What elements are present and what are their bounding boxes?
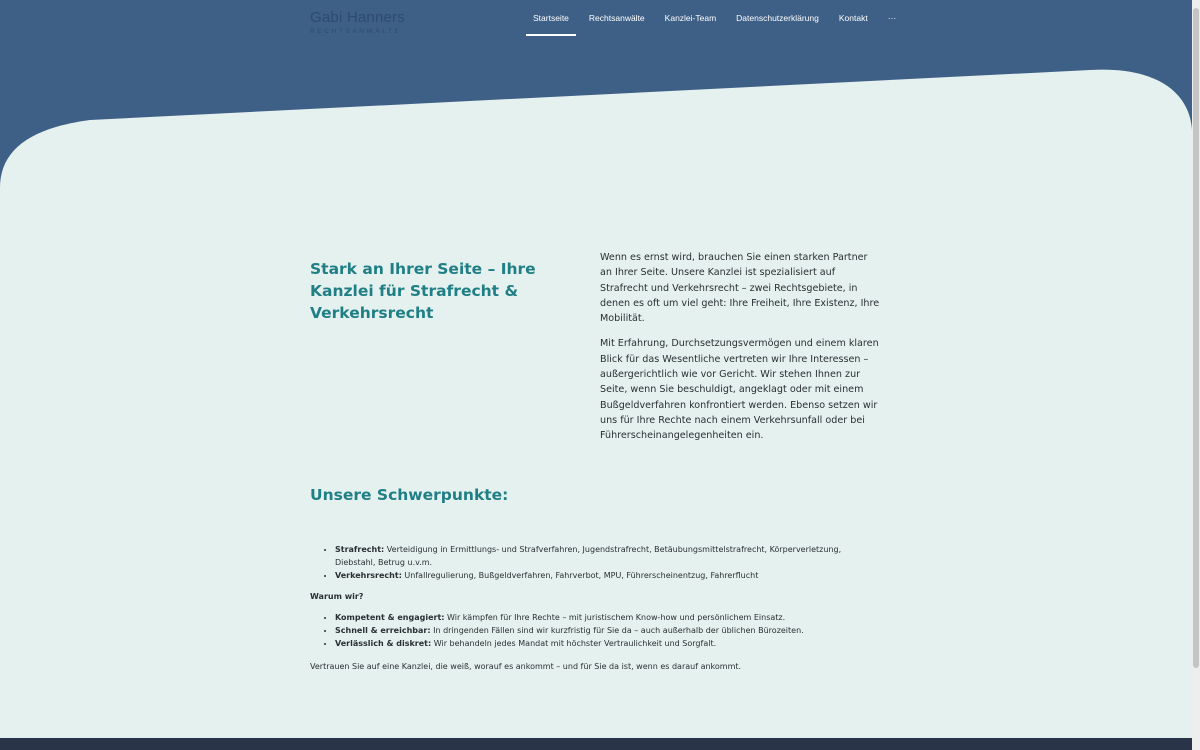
list-item-text: Unfallregulierung, Bußgeldverfahren, Fahrverbot, MPU, Führerscheinentzug, Fahrerflucht (401, 570, 759, 580)
focus-heading: Unsere Schwerpunkte: (310, 485, 509, 504)
page-title: Stark an Ihrer Seite – Ihre Kanzlei für Strafrecht & Verkehrsrecht (310, 260, 536, 322)
intro-text (600, 250, 880, 454)
nav-more-menu[interactable]: ··· (887, 13, 897, 23)
nav-item-rechtsanwaelte[interactable]: Rechtsanwälte (588, 13, 645, 23)
list-item-term: Verlässlich & diskret: (335, 638, 432, 648)
why-list (310, 611, 880, 650)
list-item-term: Kompetent & engagiert: (335, 612, 445, 622)
list-item (335, 611, 880, 624)
intro-paragraph: Wenn es ernst wird, brauchen Sie einen starken Partner an Ihrer Seite. Unsere Kanzlei ist spezialisiert auf Strafrecht und Verkehrsrecht – zwei Rechtsgebiete, in denen es oft um viel geht: Ihre Freiheit, Ihre Existenz, Ihre Mobilität. (600, 252, 880, 325)
logo-subtitle: RECHTSANWÄLTE (310, 28, 402, 35)
logo-name: Gabi Hanners (310, 9, 405, 26)
main-navigation (526, 0, 909, 40)
list-item (335, 569, 880, 582)
list-item (335, 624, 880, 637)
footer-bar (0, 738, 1192, 750)
list-item-text: Wir behandeln jedes Mandat mit höchster Vertraulichkeit und Sorgfalt. (431, 638, 717, 648)
main-content (310, 250, 880, 673)
scrollbar[interactable] (1192, 0, 1200, 750)
list-item-term: Strafrecht: (335, 544, 385, 554)
nav-item-datenschutz[interactable]: Datenschutzerklärung (736, 13, 819, 23)
list-item-text: Wir kämpfen für Ihre Rechte – mit juristischem Know-how und persönlichem Einsatz. (444, 612, 786, 622)
scrollbar-thumb[interactable] (1193, 8, 1199, 668)
logo[interactable] (310, 10, 405, 36)
list-item (335, 637, 880, 650)
intro-paragraph: Mit Erfahrung, Durchsetzungsvermögen und einem klaren Blick für das Wesentliche vertreten wir Ihre Interessen – außergerichtlich wie vor Gericht. Wir stehen Ihnen zur Seite, wenn Sie beschuldigt, angeklagt oder mit einem Bußgeldverfahren konfrontiert werden. Ebenso setzen wir uns für Ihre Rechte nach einem Verkehrsunfall oder bei Führerscheinangelegenheiten ein. (600, 338, 879, 442)
nav-item-kanzlei-team[interactable]: Kanzlei-Team (664, 13, 717, 23)
list-item-term: Schnell & erreichbar: (335, 625, 431, 635)
intro-section (310, 250, 880, 454)
nav-item-startseite[interactable]: Startseite (526, 0, 576, 36)
list-item-term: Verkehrsrecht: (335, 570, 402, 580)
list-item (335, 543, 880, 569)
nav-item-kontakt[interactable]: Kontakt (838, 13, 868, 23)
closing-text: Vertrauen Sie auf eine Kanzlei, die weiß, worauf es ankommt – und für Sie da ist, wenn es darauf ankommt. (310, 661, 742, 671)
why-heading: Warum wir? (310, 591, 364, 601)
list-item-text: In dringenden Fällen sind wir kurzfristig für Sie da – auch außerhalb der üblichen Bürozeiten. (430, 625, 804, 635)
list-item-text: Verteidigung in Ermittlungs- und Strafverfahren, Jugendstrafrecht, Betäubungsmittelstrafrecht, Körperverletzung, Diebstahl, Betrug u.v.m. (335, 544, 842, 567)
focus-list (310, 543, 880, 582)
